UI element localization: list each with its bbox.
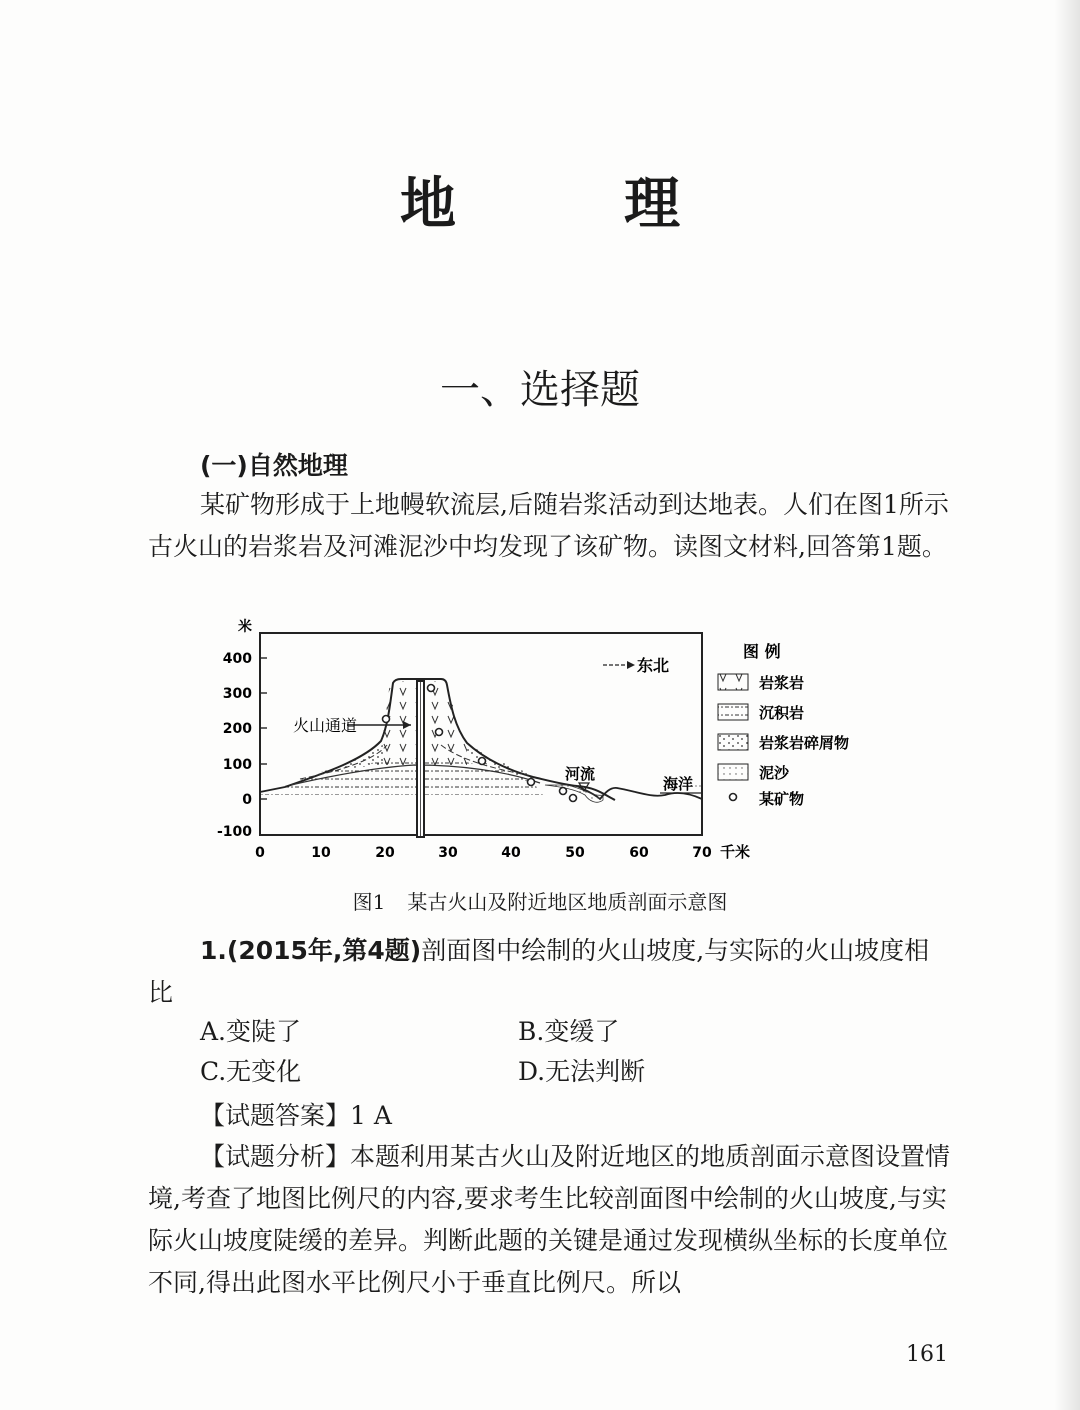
y-tick-label: 200 bbox=[222, 721, 252, 737]
x-axis-unit: 千米 bbox=[720, 843, 751, 861]
figure-caption bbox=[0, 886, 1080, 915]
geologic-profile-figure bbox=[205, 615, 895, 875]
mineral-point bbox=[570, 795, 577, 802]
mineral-point bbox=[383, 716, 390, 723]
legend-item: 岩浆岩 bbox=[759, 674, 805, 692]
x-tick-label: 30 bbox=[438, 845, 458, 861]
direction-label: 东北 bbox=[637, 656, 670, 675]
option-a: A.变陡了 bbox=[200, 1017, 302, 1046]
y-axis-unit: 米 bbox=[238, 619, 252, 635]
option-b: B.变缓了 bbox=[518, 1017, 620, 1046]
question-number: 1.(2015年,第4题) bbox=[200, 936, 422, 965]
mineral-point bbox=[479, 758, 486, 765]
mineral-point bbox=[560, 788, 567, 795]
option-c: C.无变化 bbox=[200, 1057, 302, 1086]
legend-item: 岩浆岩碎屑物 bbox=[759, 734, 850, 752]
y-tick-label: 0 bbox=[242, 792, 252, 808]
river-label: 河流 bbox=[565, 765, 596, 783]
legend-item: 沉积岩 bbox=[759, 704, 805, 722]
mineral-point bbox=[528, 779, 535, 786]
x-tick-label: 60 bbox=[629, 845, 649, 861]
subsection-title: (一)自然地理 bbox=[200, 451, 348, 480]
section-title: 一、选择题 bbox=[440, 367, 640, 413]
legend-item: 泥沙 bbox=[759, 764, 790, 782]
mineral-point bbox=[436, 729, 443, 736]
x-tick-label: 20 bbox=[375, 845, 395, 861]
figure-caption-number: 图1 bbox=[352, 890, 386, 914]
x-tick-label: 10 bbox=[311, 845, 331, 861]
x-axis bbox=[255, 845, 712, 861]
ocean-label: 海洋 bbox=[663, 775, 694, 793]
legend-swatch-sand bbox=[718, 764, 748, 780]
legend-swatch-debris bbox=[718, 734, 748, 750]
legend bbox=[718, 674, 849, 808]
legend-title: 图 例 bbox=[743, 642, 781, 661]
y-tick-label: 300 bbox=[222, 686, 252, 702]
figure-caption-text: 某古火山及附近地区地质剖面示意图 bbox=[407, 890, 728, 914]
question-1 bbox=[148, 930, 953, 1014]
analysis-paragraph: 【试题分析】本题利用某古火山及附近地区的地质剖面示意图设置情境,考查了地图比例尺的内容,要求考生比较剖面图中绘制的火山坡度,与实际火山坡度陡缓的差异。判断此题的关键是通过发现横纵坐标的长度单位不同,得出此图水平比例尺小于垂直比例尺。所以 bbox=[148, 1142, 951, 1297]
legend-swatch-mineral bbox=[730, 794, 737, 801]
legend-swatch-igneous bbox=[718, 674, 748, 690]
vent-label: 火山通道 bbox=[293, 716, 358, 735]
mineral-point bbox=[428, 685, 435, 692]
y-tick-label: 100 bbox=[222, 757, 252, 773]
x-tick-label: 70 bbox=[692, 845, 712, 861]
question-text: 剖面图中绘制的火山坡度,与实际的火山坡度相比 bbox=[148, 936, 930, 1007]
intro-paragraph: 某矿物形成于上地幔软流层,后随岩浆活动到达地表。人们在图1所示古火山的岩浆岩及河滩泥沙中均发现了该矿物。读图文材料,回答第1题。 bbox=[148, 490, 949, 561]
page-title: 地 理 bbox=[400, 171, 736, 237]
y-tick-label: 400 bbox=[222, 651, 252, 667]
page-number: 161 bbox=[906, 1342, 948, 1367]
legend-swatch-sedimentary bbox=[718, 704, 748, 720]
legend-item: 某矿物 bbox=[759, 790, 805, 808]
option-d: D.无法判断 bbox=[518, 1057, 646, 1086]
y-axis bbox=[217, 651, 252, 840]
x-tick-label: 50 bbox=[565, 845, 585, 861]
y-tick-label: -100 bbox=[216, 824, 252, 840]
x-tick-label: 0 bbox=[255, 845, 265, 861]
x-tick-label: 40 bbox=[501, 845, 521, 861]
answer-line: 【试题答案】1 A bbox=[200, 1101, 392, 1130]
